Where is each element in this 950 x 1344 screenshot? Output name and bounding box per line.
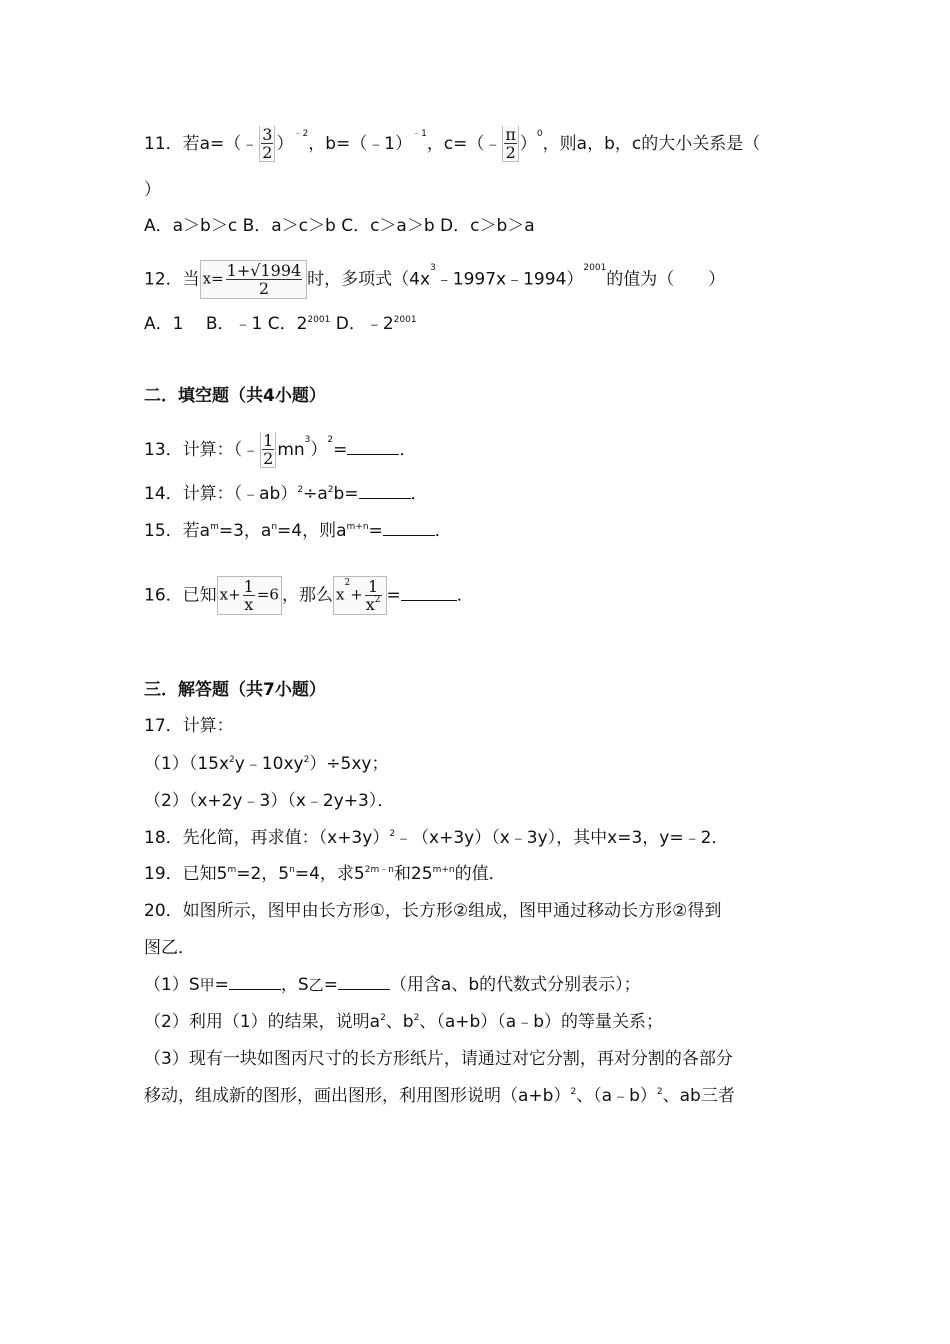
- question-17-title: 17．计算：: [144, 716, 234, 736]
- question-12-options: A．1 B．﹣1 C．$2^{2001}$ D．$﹣2^{2001}$: [144, 314, 417, 334]
- question-20-line-2: 图乙．: [144, 938, 195, 958]
- question-16: 16．已知 x+ $\frac{1}{x}$ =6 ，那么 $x^2+$ $\frac{1}{x^2}$ = ．: [144, 577, 474, 614]
- section-2-title: 二．填空题（共4小题）: [144, 386, 326, 406]
- answer-blank-s-yi[interactable]: [338, 975, 390, 990]
- question-20-line-1: 20．如图所示，图甲由长方形①，长方形②组成，图甲通过移动长方形②得到: [144, 901, 722, 921]
- answer-blank[interactable]: [347, 440, 399, 455]
- answer-blank[interactable]: [383, 521, 435, 536]
- answer-blank-s-jia[interactable]: [229, 975, 281, 990]
- question-17-part-1: $(1)(15x^2y﹣10xy^2)\div 5xy$；: [144, 754, 389, 774]
- question-20-part-2: （2）利用（1）的结果，说明$a^2$、$b^2$、（a+b）（a﹣b）的等量关系；: [144, 1012, 663, 1032]
- question-20-part-3-line-1: （3）现有一块如图丙尺寸的长方形纸片，请通过对它分割，再对分割的各部分: [144, 1049, 733, 1069]
- question-17-part-2: （2）（x+2y﹣3）（x﹣2y+3）．: [144, 791, 395, 811]
- fraction-a: $\frac{3}{2}$: [259, 126, 275, 162]
- fraction-half: $\frac{1}{2}$: [260, 432, 276, 468]
- fraction-c: $\frac{\pi}{2}$: [502, 126, 519, 162]
- question-18: 18．先化简，再求值：$(x+3y)^2﹣(x+3y)(x﹣3y)$，其中x=3，y=﹣2．: [144, 828, 729, 848]
- equation-x-plus-inverse: x+ $\frac{1}{x}$ =6: [217, 576, 282, 615]
- answer-blank[interactable]: [401, 586, 457, 601]
- equation-x-squared-plus-inverse: $x^2+$ $\frac{1}{x^2}$: [333, 576, 387, 615]
- equation-x: x= $\frac{1+√1994}{2}$: [200, 260, 308, 299]
- question-11-close: ）: [144, 180, 161, 200]
- question-14: 14．计算：$(﹣ab)^2\div a^2b=$ ．: [144, 484, 428, 504]
- answer-blank[interactable]: [359, 484, 411, 499]
- question-19: 19．已知$5^m=2$，$5^n=4$，求$5^{2m﹣n}$和$25^{m+n}$的值．: [144, 864, 506, 884]
- section-3-title: 三．解答题（共7小题）: [144, 680, 326, 700]
- question-11-options: A．a＞b＞c B．a＞c＞b C．c＞a＞b D．c＞b＞a: [144, 216, 535, 236]
- question-20-part-1: （1）S甲= ，S乙= （用含a、b的代数式分别表示）；: [144, 975, 641, 995]
- question-20-part-3-line-2: 移动，组成新的图形，画出图形，利用图形说明$(a+b)^2$、（a﹣b）$^2$、ab三者: [144, 1086, 735, 1106]
- question-11: 11．若a=（﹣ $\frac{3}{2}$ ）$^{﹣2}$，b=（﹣1）$^{﹣1}$，c=（﹣ $\frac{\pi}{2}$ ）$^0$，则a，b，c的大小关系是（: [144, 125, 761, 162]
- question-13: 13．计算：（﹣ $\frac{1}{2}$ $mn^3)^2=$ ．: [144, 431, 417, 468]
- question-12: 12．当 x= $\frac{1+√1994}{2}$ 时，多项式$(4x^3﹣1997x﹣1994)^{2001}$的值为（ ）: [144, 261, 726, 298]
- question-15: 15．若$a^m=3$，$a^n=4$，则$a^{m+n}=$ ．: [144, 521, 452, 541]
